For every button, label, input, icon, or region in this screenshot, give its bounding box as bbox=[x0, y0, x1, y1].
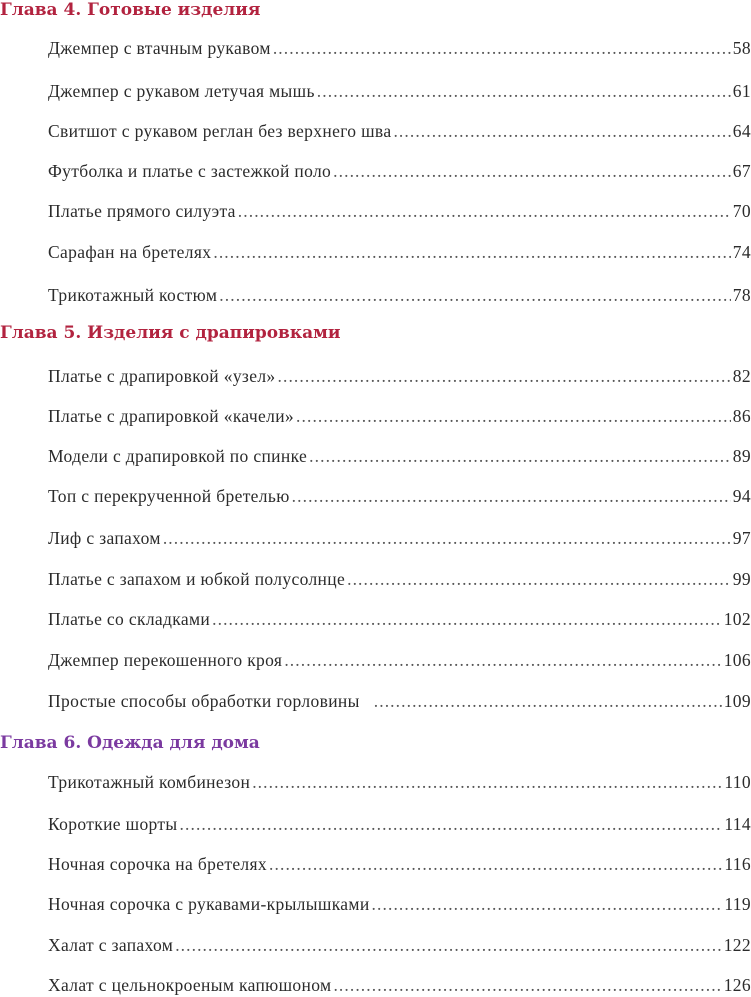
dot-leader bbox=[212, 608, 722, 630]
toc-entry-page: 116 bbox=[724, 854, 751, 874]
dot-leader bbox=[213, 241, 730, 263]
dot-leader bbox=[252, 771, 722, 793]
toc-entry[interactable] bbox=[48, 120, 751, 142]
toc-entry-title: Халат с цельнокроеным капюшоном bbox=[48, 975, 332, 995]
toc-entry-page: 78 bbox=[732, 285, 751, 305]
dot-leader bbox=[269, 853, 722, 875]
toc-entry[interactable] bbox=[48, 485, 751, 507]
toc-entry[interactable] bbox=[48, 80, 751, 102]
toc-entry[interactable] bbox=[48, 974, 751, 996]
dot-leader bbox=[284, 649, 721, 671]
toc-entry-title: Трикотажный комбинезон bbox=[48, 772, 251, 792]
toc-entry-page: 70 bbox=[732, 201, 751, 221]
dot-leader bbox=[374, 690, 722, 712]
toc-entry[interactable] bbox=[48, 241, 751, 263]
toc-entry-title: Сарафан на бретелях bbox=[48, 242, 212, 262]
dot-leader bbox=[333, 974, 721, 996]
toc-entry-title: Платье с запахом и юбкой полусолнце bbox=[48, 569, 346, 589]
chapter-5-heading: Глава 5. Изделия с драпировками bbox=[0, 323, 341, 343]
dot-leader bbox=[296, 405, 731, 427]
toc-entry[interactable] bbox=[48, 200, 751, 222]
dot-leader bbox=[372, 893, 723, 915]
chapter-6-heading: Глава 6. Одежда для дома bbox=[0, 733, 260, 753]
dot-leader bbox=[278, 365, 731, 387]
toc-entry-page: 110 bbox=[724, 772, 751, 792]
dot-leader bbox=[219, 284, 731, 306]
toc-entry-page: 114 bbox=[724, 814, 751, 834]
toc-entry-page: 82 bbox=[732, 366, 751, 386]
dot-leader bbox=[309, 445, 731, 467]
toc-entry[interactable] bbox=[48, 853, 751, 875]
dot-leader bbox=[347, 568, 731, 590]
toc-entry-title: Трикотажный костюм bbox=[48, 285, 218, 305]
toc-entry[interactable] bbox=[48, 649, 751, 671]
toc-entry-page: 126 bbox=[723, 975, 751, 995]
toc-entry-page: 122 bbox=[723, 935, 751, 955]
chapter-4-heading: Глава 4. Готовые изделия bbox=[0, 0, 261, 20]
dot-leader bbox=[333, 160, 731, 182]
toc-entry-page: 67 bbox=[732, 161, 751, 181]
toc-entry-page: 89 bbox=[732, 446, 751, 466]
toc-entry-title: Топ с перекрученной бретелью bbox=[48, 486, 290, 506]
toc-entry-title: Платье прямого силуэта bbox=[48, 201, 236, 221]
toc-entry-title: Джемпер с втачным рукавом bbox=[48, 38, 271, 58]
toc-entry-title: Футболка и платье с застежкой поло bbox=[48, 161, 332, 181]
toc-entry[interactable] bbox=[48, 37, 751, 59]
toc-entry-title: Платье с драпировкой «узел» bbox=[48, 366, 276, 386]
dot-leader bbox=[292, 485, 731, 507]
toc-entry[interactable] bbox=[48, 934, 751, 956]
toc-entry[interactable] bbox=[48, 813, 751, 835]
dot-leader bbox=[273, 37, 731, 59]
toc-entry-title: Простые способы обработки горловины bbox=[48, 691, 360, 711]
toc-entry-title: Ночная сорочка на бретелях bbox=[48, 854, 268, 874]
toc-entry[interactable] bbox=[48, 893, 751, 915]
toc-entry[interactable] bbox=[48, 771, 751, 793]
toc-entry[interactable] bbox=[48, 445, 751, 467]
toc-entry-title: Свитшот с рукавом реглан без верхнего шва bbox=[48, 121, 392, 141]
toc-entry-page: 119 bbox=[724, 894, 751, 914]
toc-entry-page: 109 bbox=[723, 691, 751, 711]
dot-leader bbox=[393, 120, 730, 142]
toc-entry[interactable] bbox=[48, 405, 751, 427]
toc-entry[interactable] bbox=[48, 160, 751, 182]
toc-entry[interactable] bbox=[48, 690, 751, 712]
toc-entry-title: Модели с драпировкой по спинке bbox=[48, 446, 308, 466]
dot-leader bbox=[175, 934, 722, 956]
toc-entry-page: 58 bbox=[732, 38, 751, 58]
toc-entry[interactable] bbox=[48, 527, 751, 549]
toc-entry-page: 97 bbox=[732, 528, 751, 548]
toc-entry-page: 102 bbox=[723, 609, 751, 629]
toc-entry-title: Платье со складками bbox=[48, 609, 211, 629]
toc-entry-page: 106 bbox=[723, 650, 751, 670]
toc-entry[interactable] bbox=[48, 608, 751, 630]
toc-entry-page: 74 bbox=[732, 242, 751, 262]
toc-entry-page: 94 bbox=[732, 486, 751, 506]
dot-leader bbox=[317, 80, 731, 102]
toc-entry-title: Джемпер перекошенного кроя bbox=[48, 650, 283, 670]
toc-entry-page: 61 bbox=[732, 81, 751, 101]
toc-entry[interactable] bbox=[48, 568, 751, 590]
toc-entry[interactable] bbox=[48, 365, 751, 387]
dot-leader bbox=[180, 813, 723, 835]
toc-entry-page: 64 bbox=[732, 121, 751, 141]
dot-leader bbox=[163, 527, 731, 549]
toc-entry-title: Короткие шорты bbox=[48, 814, 178, 834]
toc-entry-title: Джемпер с рукавом летучая мышь bbox=[48, 81, 315, 101]
toc-entry-title: Халат с запахом bbox=[48, 935, 174, 955]
toc-entry-title: Лиф с запахом bbox=[48, 528, 161, 548]
toc-entry-title: Платье с драпировкой «качели» bbox=[48, 406, 295, 426]
toc-entry-page: 86 bbox=[732, 406, 751, 426]
toc-entry[interactable] bbox=[48, 284, 751, 306]
dot-leader bbox=[238, 200, 731, 222]
toc-entry-title: Ночная сорочка с рукавами-крылышками bbox=[48, 894, 370, 914]
toc-entry-page: 99 bbox=[732, 569, 751, 589]
